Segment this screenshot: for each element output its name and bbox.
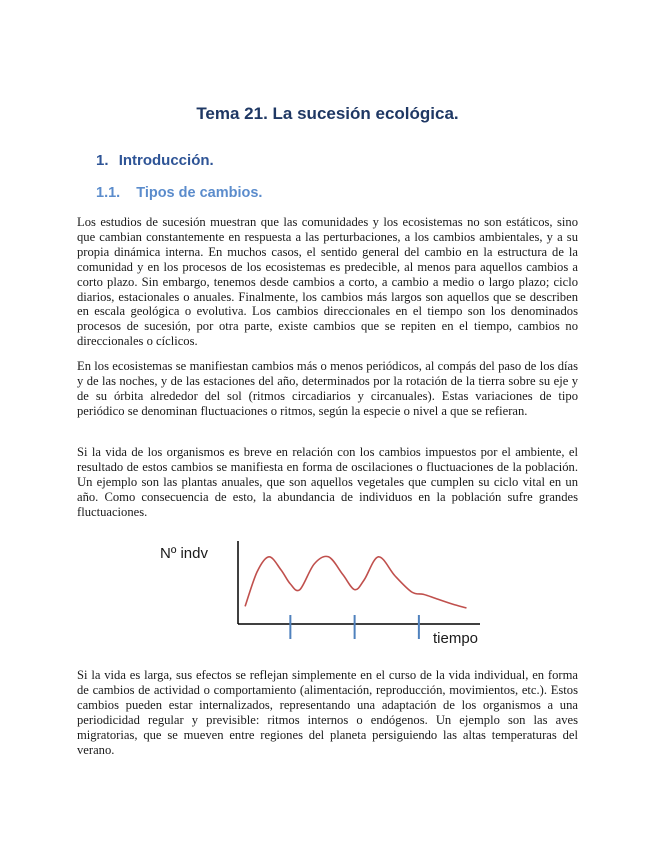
paragraph: Si la vida es larga, sus efectos se reflejan simplemente en el curso de la vida individual, en forma de cambios de actividad o comportamiento (alimentación, reproducción, movimientos, etc.). Estos cambios pueden estar internalizados, representando una adaptación de los organismos a una periodicidad regular y previsible: ritmos internos o endógenos. Un ejemplo son las aves migratorias, que se mueven entre regiones del planeta persiguiendo las altas temperaturas del verano. [77,668,578,757]
section-number: 1. [96,152,109,169]
x-axis-label: tiempo [433,630,479,647]
document-title: Tema 21. La sucesión ecológica. [196,104,459,123]
subsection-title: Tipos de cambios. [136,185,263,201]
section-title: Introducción. [118,152,214,169]
section-heading [96,152,214,169]
y-axis-label: Nº indv [160,545,208,562]
subsection-heading [96,185,262,201]
paragraph: Si la vida de los organismos es breve en relación con los cambios impuestos por el ambiente, el resultado de estos cambios se manifiesta en forma de oscilaciones o fluctuaciones de la población. Un ejemplo son las plantas anuales, que son aquellos vegetales que cumplen su ciclo vital en un año. Como consecuencia de esto, la abundancia de individuos en la población sufre grandes fluctuaciones. [77,445,578,519]
subsection-number: 1.1. [96,185,121,201]
paragraph: Los estudios de sucesión muestran que las comunidades y los ecosistemas no son estáticos, sino que cambian constantemente en respuesta a las perturbaciones, a los cambios ambientales, y a su propia dinámica interna. En muchos casos, el sentido general del cambio en la estructura de la comunidad y en los procesos de los ecosistemas es predecible, al menos para aquellos cambios a corto plazo. Sin embargo, tenemos desde cambios a corto, a cambio a medio o largo plazo; ciclo diarios, estacionales o anuales. Finalmente, los cambios más largos son aquellos que se describen en escala geológica o evolutiva. Los cambios direccionales en el tiempo son los denominados procesos de sucesión, por otra parte, existe cambios que se repiten en el tiempo, cambios no direccionales o cíclicos. [77,215,578,349]
population-chart [150,536,490,654]
population-curve [245,556,466,608]
paragraph: En los ecosistemas se manifiestan cambios más o menos periódicos, al compás del paso de los días y de las noches, y de las estaciones del año, determinados por la rotación de la tierra sobre su eje y de su órbita alrededor del sol (ritmos circadiarios y circanuales). Estas variaciones de tipo periódico se denominan fluctuaciones o ritmos, según la especie o nivel a que se refieran. [77,359,578,418]
